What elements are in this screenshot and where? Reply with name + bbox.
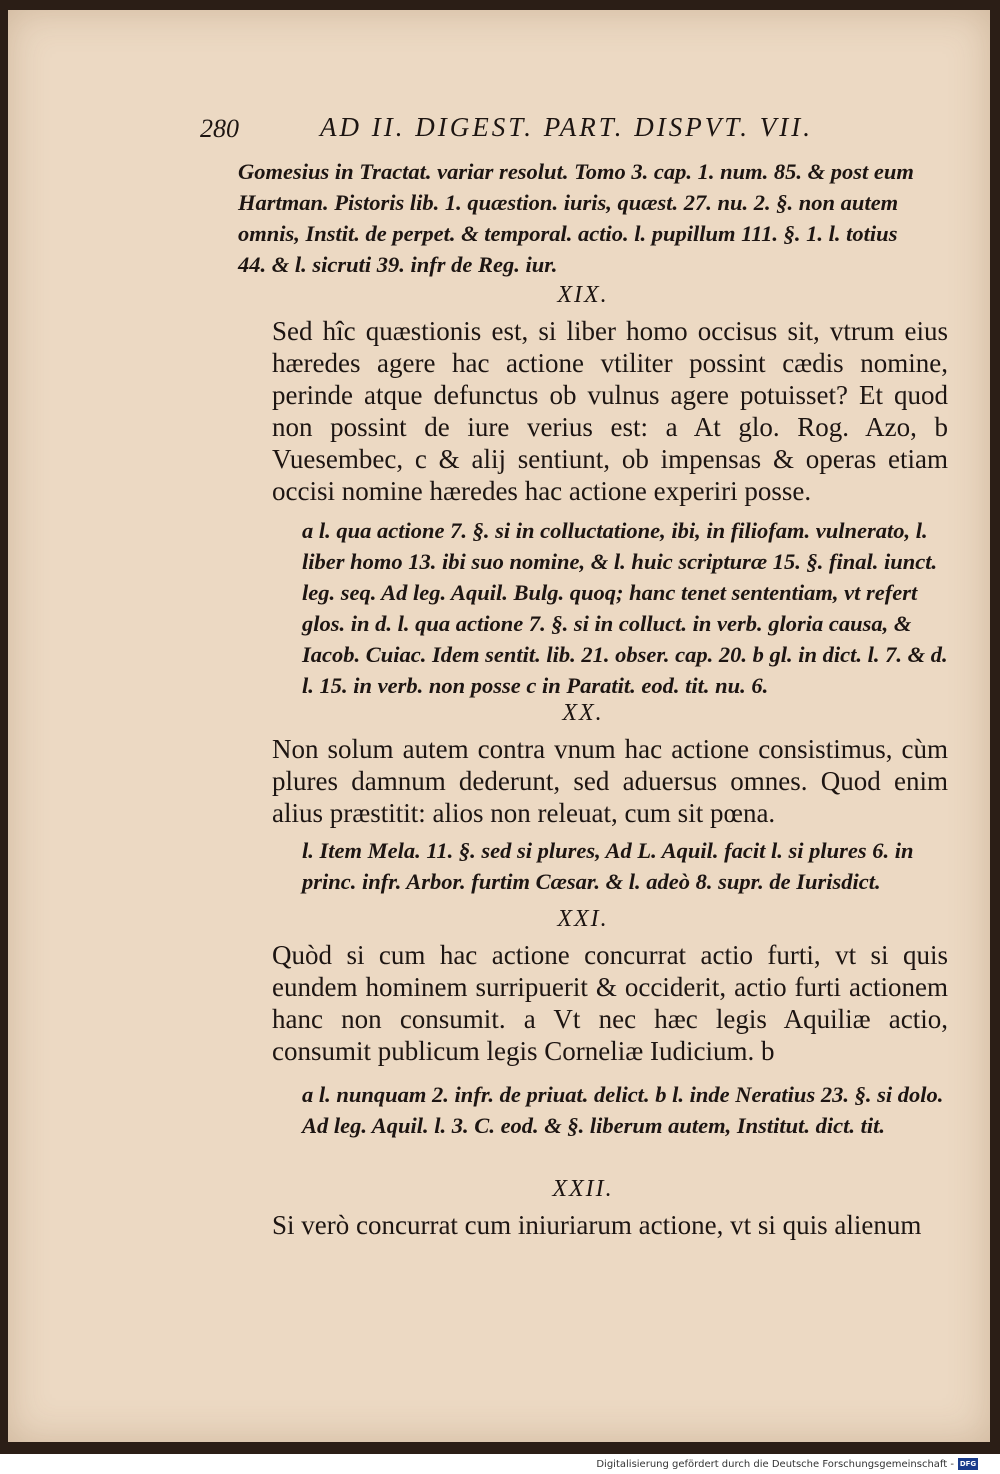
section-21-title: XXI. (557, 906, 609, 932)
section-20-footnotes: l. Item Mela. 11. §. sed si plures, Ad L. Aquil. facit l. si plures 6. in princ. infr. Arbor. furtim Cæsar. & l. adeò 8. supr. de Iurisdict. (302, 838, 914, 894)
section-20-body: Non solum autem contra vnum hac actione consistimus, cùm plures damnum dederunt, sed aduersus omnes. Quod enim alius præstitit: alios non releuat, cum sit pœna. (272, 734, 948, 828)
book-page (8, 10, 990, 1442)
section-21 (218, 906, 948, 1141)
section-21-footnotes: a l. nunquam 2. infr. de priuat. delict. b l. inde Neratius 23. §. si dolo. Ad leg. Aquil. l. 3. C. eod. & §. liberum autem, Institut. dict. tit. (302, 1082, 944, 1138)
section-18-note: Gomesius in Tractat. variar resolut. Tomo 3. cap. 1. num. 85. & post eum Hartman. Pistoris lib. 1. quæstion. iuris, quæst. 27. nu. 2. §. non autem omnis, Instit. de perpet. & temporal. actio. l. pupillum 111. §. 1. l. totius 44. & l. sicruti 39. infr de Reg. iur. (238, 159, 914, 277)
running-title: AD II. DIGEST. PART. DISPVT. VII. (320, 112, 813, 142)
digitization-credit (596, 1458, 978, 1470)
section-20-title: XX. (562, 700, 604, 726)
section-22-title: XXII. (552, 1176, 614, 1202)
page-header (200, 112, 920, 148)
section-18-continuation (238, 156, 928, 280)
section-20 (218, 700, 948, 897)
section-21-body: Quòd si cum hac actione concurrat actio furti, vt si quis eundem hominem surripuerit & occiderit, actio furti actionem hanc non consumit. a Vt nec hæc legis Aquiliæ actio, consumit publicum legis Corneliæ Iudicium. b (272, 940, 948, 1066)
section-19-body: Sed hîc quæstionis est, si liber homo occisus sit, vtrum eius hæredes agere hac actione vtiliter possint cædis nomine, perinde atque defunctus ob vulnus agere potuisset? Et quod non possint de iure verius est: a At glo. Rog. Azo, b Vuesembec, c & alij sentiunt, ob impensas & operas etiam occisi nomine hæredes hac actione experiri posse. (272, 316, 948, 506)
dfg-logo-icon: DFG (959, 1460, 977, 1468)
section-22 (218, 1176, 948, 1241)
page-number: 280 (200, 114, 239, 143)
page-content (200, 110, 948, 1270)
section-19 (218, 282, 948, 701)
section-19-footnotes: a l. qua actione 7. §. si in colluctatione, ibi, in filiofam. vulnerato, l. liber homo 13. ibi suo nomine, & l. huic scripturæ 15. §. final. iunct. leg. seq. Ad leg. Aquil. Bulg. quoq; hanc tenet sententiam, vt refert glos. in d. l. qua actione 7. §. si in colluct. in verb. gloria causa, & Iacob. Cuiac. Idem sentit. lib. 21. obser. cap. 20. b gl. in dict. l. 7. & d. l. 15. in verb. non posse c in Paratit. eod. tit. nu. 6. (302, 518, 948, 698)
credit-text: Digitalisierung gefördert durch die Deutsche Forschungsgemeinschaft - (596, 1458, 954, 1470)
section-19-title: XIX. (557, 282, 609, 308)
section-22-body: Si verò concurrat cum iniuriarum actione, vt si quis alienum (272, 1210, 922, 1240)
